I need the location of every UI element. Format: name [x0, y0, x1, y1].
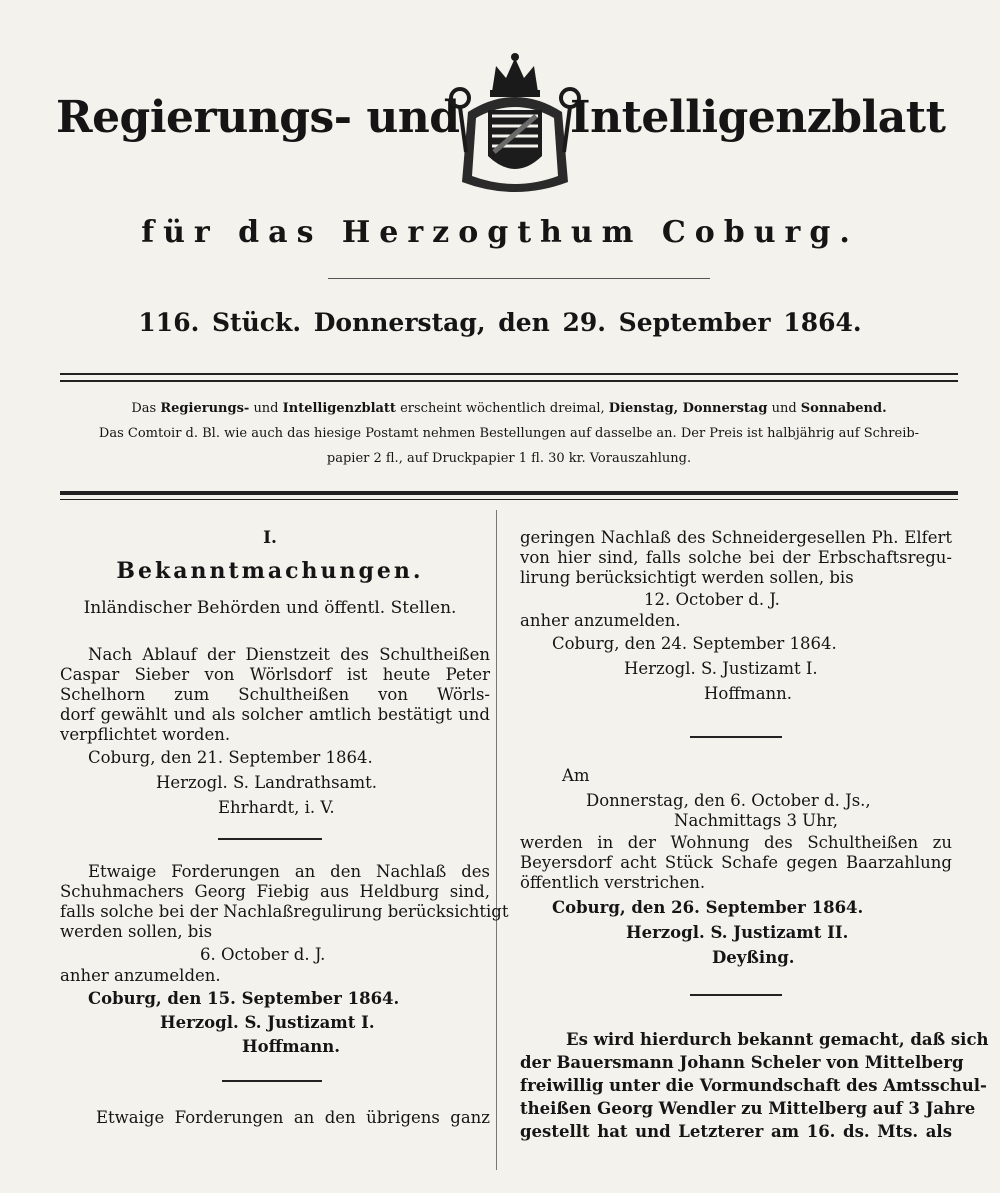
separator [218, 838, 322, 840]
separator [222, 1080, 322, 1082]
text-line: öffentlich verstrichen. [520, 873, 706, 892]
text-line: gestellt hat und Letzterer am 16. ds. Mts. als [520, 1122, 952, 1141]
deadline: 12. October d. J. [644, 590, 780, 609]
divider [60, 373, 958, 382]
auction-time: Nachmittags 3 Uhr, [674, 811, 839, 830]
coat-of-arms-icon [448, 52, 582, 202]
info-bold: Sonnabend. [800, 401, 887, 416]
divider [328, 278, 710, 279]
issue-line: 116. Stück. Donnerstag, den 29. September 1864. [138, 308, 862, 337]
issuing-office: Herzogl. S. Justizamt II. [626, 923, 849, 942]
masthead-subtitle: für das Herzogthum Coburg. [141, 215, 859, 250]
text-line: Etwaige Forderungen an den Nachlaß des [88, 862, 490, 881]
text-line: Schuhmachers Georg Fiebig aus Heldburg sind, [60, 882, 490, 901]
text-line: der Bauersmann Johann Scheler von Mittelberg [520, 1053, 964, 1072]
divider [60, 491, 958, 500]
text-line: Beyersdorf acht Stück Schafe gegen Baarzahlung [520, 853, 952, 872]
text-line: Caspar Sieber von Wörlsdorf ist heute Peter [60, 665, 490, 684]
signature: Hoffmann. [242, 1037, 341, 1056]
info-text: erscheint wöchentlich dreimal, [400, 401, 605, 416]
text-line: anher anzumelden. [60, 966, 221, 985]
signature: Hoffmann. [704, 684, 793, 703]
place-date: Coburg, den 15. September 1864. [88, 989, 400, 1008]
text-line: verpflichtet worden. [60, 725, 231, 744]
section-heading: Bekanntmachungen. [116, 558, 424, 584]
text-line: werden sollen, bis [60, 922, 213, 941]
text-line: theißen Georg Wendler zu Mittelberg auf 3 Jahre [520, 1099, 976, 1118]
info-text: und [771, 401, 797, 416]
text-line: anher anzumelden. [520, 611, 681, 630]
info-text: Das [131, 401, 157, 416]
signature: Ehrhardt, i. V. [218, 798, 335, 817]
text-line: Etwaige Forderungen an den übrigens ganz [96, 1108, 490, 1127]
issuing-office: Herzogl. S. Landrathsamt. [156, 773, 377, 792]
subscription-info-line: Das Comtoir d. Bl. wie auch das hiesige Postamt nehmen Bestellungen auf dasselbe an. Der Preis ist halbjährig auf Schreib- [98, 426, 920, 441]
info-text: und [253, 401, 279, 416]
issuing-office: Herzogl. S. Justizamt I. [624, 659, 818, 678]
text-line: falls solche bei der Nachlaßregulirung berücksichtigt [60, 902, 509, 921]
info-bold: Regierungs- [160, 401, 250, 416]
text-line: von hier sind, falls solche bei der Erbschaftsregu- [520, 548, 952, 567]
text-line: freiwillig unter die Vormundschaft des Amtsschul- [520, 1076, 987, 1095]
text-line: Schelhorn zum Schultheißen von Wörls- [60, 685, 490, 704]
place-date: Coburg, den 26. September 1864. [552, 898, 864, 917]
text-line: werden in der Wohnung des Schultheißen zu [520, 833, 952, 852]
info-bold: Intelligenzblatt [282, 401, 396, 416]
deadline: 6. October d. J. [200, 945, 326, 964]
masthead-title-left: Regierungs- und [56, 92, 460, 143]
text-line: Nach Ablauf der Dienstzeit des Schultheißen [88, 645, 490, 664]
separator [690, 994, 782, 996]
separator [690, 736, 782, 738]
text-line: lirung berücksichtigt werden sollen, bis [520, 568, 854, 587]
text-line: Es wird hierdurch bekannt gemacht, daß sich [566, 1030, 989, 1049]
place-date: Coburg, den 21. September 1864. [88, 748, 373, 767]
subscription-info [60, 398, 958, 420]
section-number: I. [263, 528, 277, 548]
issuing-office: Herzogl. S. Justizamt I. [160, 1013, 375, 1032]
text-line: Am [562, 766, 590, 785]
text-line: dorf gewählt und als solcher amtlich bestätigt und [60, 705, 490, 724]
auction-date: Donnerstag, den 6. October d. Js., [586, 791, 871, 810]
place-date: Coburg, den 24. September 1864. [552, 634, 837, 653]
masthead-title-right: Intelligenzblatt [570, 92, 946, 143]
section-subheading: Inländischer Behörden und öffentl. Stellen. [83, 598, 457, 618]
column-divider [496, 510, 497, 1170]
subscription-info-line: papier 2 fl., auf Druckpapier 1 fl. 30 kr. Vorauszahlung. [326, 451, 692, 466]
info-bold: Dienstag, Donnerstag [608, 401, 768, 416]
text-line: geringen Nachlaß des Schneidergesellen Ph. Elfert [520, 528, 952, 547]
signature: Deyßing. [712, 948, 795, 967]
